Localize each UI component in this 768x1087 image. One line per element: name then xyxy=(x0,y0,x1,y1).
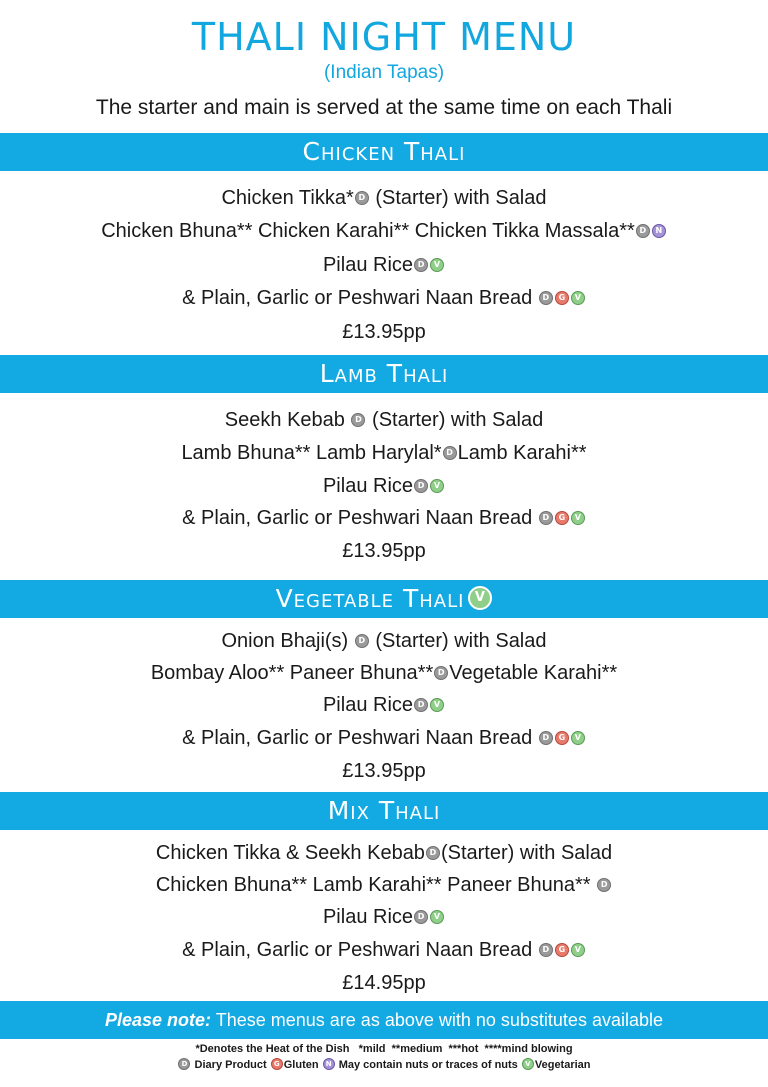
lamb-bread-line xyxy=(0,506,768,530)
rice-text: Pilau Rice xyxy=(322,906,414,928)
dairy-icon: D xyxy=(539,511,553,525)
dairy-icon: D xyxy=(597,878,611,892)
note-label: Please note: xyxy=(105,1010,212,1030)
nuts-legend-label: May contain nuts or traces of nuts xyxy=(338,1059,518,1071)
allergen-legend xyxy=(0,1059,768,1071)
dairy-icon: D xyxy=(539,731,553,745)
vegetable-mains-line xyxy=(0,661,768,685)
dairy-icon: D xyxy=(539,943,553,957)
chicken-rice-line xyxy=(0,253,768,277)
vegetable-rice-line xyxy=(0,693,768,717)
nuts-icon: N xyxy=(652,224,666,238)
gluten-icon: G xyxy=(271,1058,283,1070)
section-header-mix: Mix Thali xyxy=(0,792,768,830)
starter-name: Chicken Tikka* xyxy=(221,187,354,209)
lamb-rice-line xyxy=(0,474,768,498)
vegetarian-icon: V xyxy=(430,479,444,493)
section-header-vegetable xyxy=(0,580,768,618)
mains-text: Lamb Bhuna** Lamb Harylal* xyxy=(181,442,442,464)
vegetarian-legend-label: Vegetarian xyxy=(534,1059,591,1071)
mix-price: £14.95pp xyxy=(342,972,426,994)
vegetable-price: £13.95pp xyxy=(342,760,426,782)
section-header-chicken: Chicken Thali xyxy=(0,133,768,171)
section-title: Vegetable Thali xyxy=(275,584,465,613)
dairy-icon: D xyxy=(414,698,428,712)
dairy-icon: D xyxy=(434,666,448,680)
gluten-icon: G xyxy=(555,943,569,957)
gluten-icon: G xyxy=(555,511,569,525)
note-banner xyxy=(0,1001,768,1039)
dairy-icon: D xyxy=(426,846,440,860)
vegetarian-icon: V xyxy=(430,698,444,712)
chicken-price: £13.95pp xyxy=(342,321,426,343)
mains-text-b: Vegetable Karahi** xyxy=(449,662,618,684)
dairy-legend-label: Diary Product xyxy=(194,1059,267,1071)
rice-text: Pilau Rice xyxy=(322,694,414,716)
mains-text: Bombay Aloo** Paneer Bhuna** xyxy=(150,662,434,684)
gluten-icon: G xyxy=(555,731,569,745)
lamb-price: £13.95pp xyxy=(342,540,426,562)
starter-suffix: (Starter) with Salad xyxy=(440,842,613,864)
vegetarian-icon: V xyxy=(522,1058,534,1070)
vegetarian-icon: V xyxy=(571,731,585,745)
vegetarian-icon: V xyxy=(430,910,444,924)
mains-text-b: Lamb Karahi** xyxy=(457,442,587,464)
vegetarian-icon: V xyxy=(571,511,585,525)
starter-name: Seekh Kebab xyxy=(224,409,345,431)
bread-text: & Plain, Garlic or Peshwari Naan Bread xyxy=(182,287,533,309)
nuts-icon: N xyxy=(323,1058,335,1070)
mains-text: Chicken Bhuna** Chicken Karahi** Chicken Tikka Massala** xyxy=(101,220,635,242)
mix-bread-line xyxy=(0,938,768,962)
dairy-icon: D xyxy=(636,224,650,238)
mix-rice-line xyxy=(0,905,768,929)
menu-title: THALI NIGHT MENU xyxy=(191,15,577,59)
heat-legend: *Denotes the Heat of the Dish *mild **medium ***hot ****mind blowing xyxy=(195,1043,573,1055)
starter-name: Chicken Tikka & Seekh Kebab xyxy=(155,842,425,864)
dairy-icon: D xyxy=(414,910,428,924)
dairy-icon: D xyxy=(414,258,428,272)
gluten-icon: G xyxy=(555,291,569,305)
starter-name: Onion Bhaji(s) xyxy=(221,630,349,652)
mix-mains-line xyxy=(0,873,768,897)
vegetarian-icon: V xyxy=(468,586,492,610)
menu-subtitle: (Indian Tapas) xyxy=(323,62,445,83)
starter-suffix: (Starter) with Salad xyxy=(375,630,547,652)
vegetable-bread-line xyxy=(0,726,768,750)
starter-suffix: (Starter) with Salad xyxy=(372,409,544,431)
dairy-icon: D xyxy=(539,291,553,305)
vegetable-starter-line xyxy=(0,629,768,653)
chicken-mains-line xyxy=(0,219,768,243)
bread-text: & Plain, Garlic or Peshwari Naan Bread xyxy=(182,939,533,961)
vegetarian-icon: V xyxy=(430,258,444,272)
bread-text: & Plain, Garlic or Peshwari Naan Bread xyxy=(182,727,533,749)
mains-text: Chicken Bhuna** Lamb Karahi** Paneer Bhuna** xyxy=(155,874,591,896)
bread-text: & Plain, Garlic or Peshwari Naan Bread xyxy=(182,507,533,529)
lamb-mains-line xyxy=(0,441,768,465)
dairy-icon: D xyxy=(443,446,457,460)
dairy-icon: D xyxy=(178,1058,190,1070)
section-header-lamb: Lamb Thali xyxy=(0,355,768,393)
vegetarian-icon: V xyxy=(571,291,585,305)
mix-starter-line xyxy=(0,841,768,865)
rice-text: Pilau Rice xyxy=(322,475,414,497)
menu-intro: The starter and main is served at the same time on each Thali xyxy=(95,96,673,119)
dairy-icon: D xyxy=(351,413,365,427)
gluten-legend-label: Gluten xyxy=(283,1059,319,1071)
dairy-icon: D xyxy=(414,479,428,493)
chicken-bread-line xyxy=(0,286,768,310)
chicken-starter-line xyxy=(0,186,768,210)
dairy-icon: D xyxy=(355,191,369,205)
rice-text: Pilau Rice xyxy=(322,254,414,276)
vegetarian-icon: V xyxy=(571,943,585,957)
dairy-icon: D xyxy=(355,634,369,648)
lamb-starter-line xyxy=(0,408,768,432)
note-text: These menus are as above with no substitutes available xyxy=(215,1010,663,1030)
starter-suffix: (Starter) with Salad xyxy=(375,187,547,209)
